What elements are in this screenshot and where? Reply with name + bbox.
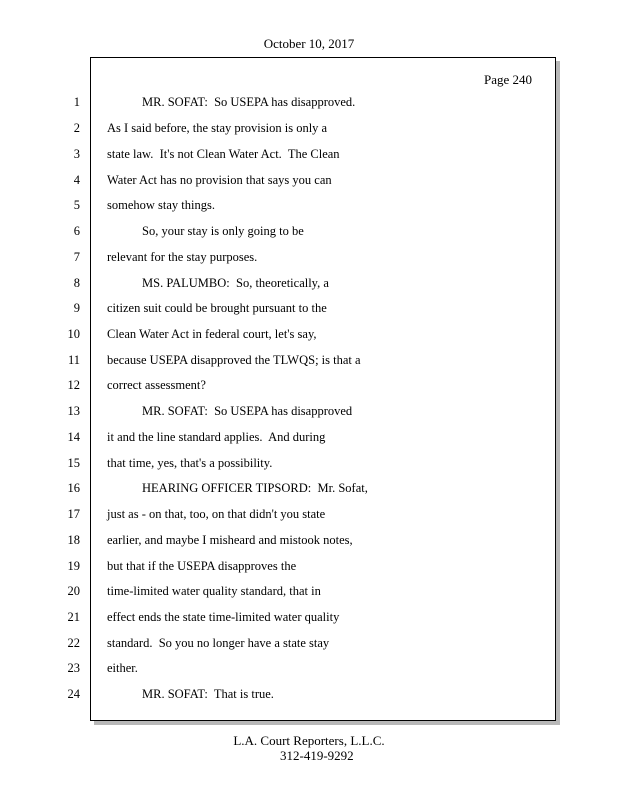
line-number: 7 [73, 250, 80, 264]
transcript-line: MR. SOFAT: That is true. [142, 687, 274, 701]
transcript-line: just as - on that, too, on that didn't you state [107, 507, 326, 521]
line-number: 6 [73, 224, 80, 238]
footer-company: L.A. Court Reporters, L.L.C. [233, 733, 385, 748]
line-number: 22 [67, 636, 80, 650]
footer-phone: 312-419-9292 [280, 748, 354, 763]
line-number: 21 [67, 610, 80, 624]
line-number: 10 [67, 327, 80, 341]
line-number: 9 [73, 301, 80, 315]
transcript-line: either. [107, 661, 138, 675]
line-number: 2 [73, 121, 80, 135]
page-number: Page 240 [484, 72, 533, 87]
transcript-line: but that if the USEPA disapproves the [107, 559, 297, 573]
transcript-line: standard. So you no longer have a state stay [107, 636, 330, 650]
line-number: 15 [67, 456, 80, 470]
line-number: 19 [67, 559, 80, 573]
transcript-line: So, your stay is only going to be [142, 224, 304, 238]
transcript-line: Clean Water Act in federal court, let's say, [107, 327, 317, 341]
line-number: 18 [67, 533, 80, 547]
transcript-line: effect ends the state time-limited water quality [107, 610, 340, 624]
transcript-line: As I said before, the stay provision is only a [107, 121, 328, 135]
transcript-line: state law. It's not Clean Water Act. The Clean [107, 147, 340, 161]
line-number: 20 [67, 584, 80, 598]
line-number: 5 [73, 198, 80, 212]
transcript-line: time-limited water quality standard, that in [107, 584, 321, 598]
line-number: 1 [73, 95, 80, 109]
transcript-line: relevant for the stay purposes. [107, 250, 258, 264]
line-number: 16 [67, 481, 80, 495]
line-number: 11 [67, 353, 80, 367]
transcript-line: MS. PALUMBO: So, theoretically, a [142, 276, 329, 290]
transcript-line: HEARING OFFICER TIPSORD: Mr. Sofat, [142, 481, 368, 495]
transcript-line: that time, yes, that's a possibility. [107, 456, 273, 470]
header-date: October 10, 2017 [263, 36, 355, 51]
line-number: 23 [67, 661, 80, 675]
transcript-line: it and the line standard applies. And during [107, 430, 326, 444]
transcript-line: MR. SOFAT: So USEPA has disapproved. [142, 95, 356, 109]
transcript-line: somehow stay things. [107, 198, 215, 212]
line-number: 24 [67, 687, 80, 701]
transcript-line: MR. SOFAT: So USEPA has disapproved [142, 404, 353, 418]
line-number: 4 [73, 173, 80, 187]
transcript-line: correct assessment? [107, 378, 206, 392]
line-number: 17 [67, 507, 80, 521]
transcript-line: Water Act has no provision that says you can [107, 173, 332, 187]
line-number: 8 [73, 276, 80, 290]
line-number: 13 [67, 404, 80, 418]
transcript-line: citizen suit could be brought pursuant to the [107, 301, 327, 315]
line-number: 3 [73, 147, 80, 161]
line-number: 14 [67, 430, 80, 444]
transcript-line: earlier, and maybe I misheard and mistook notes, [107, 533, 353, 547]
transcript-line: because USEPA disapproved the TLWQS; is that a [107, 353, 361, 367]
line-number: 12 [67, 378, 80, 392]
